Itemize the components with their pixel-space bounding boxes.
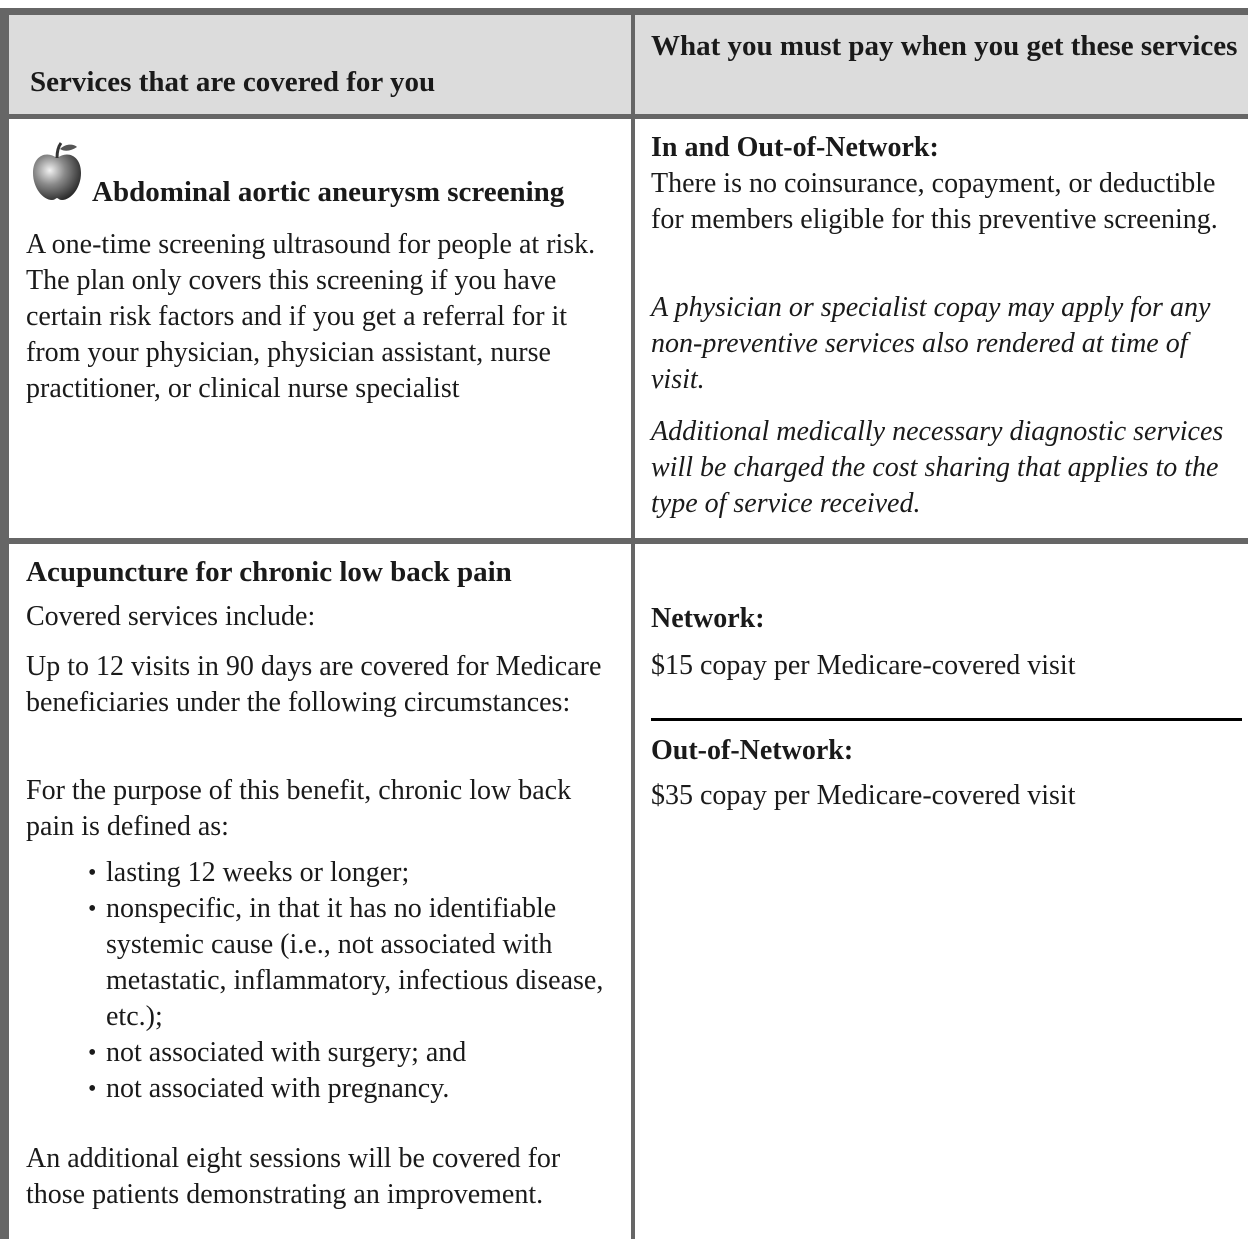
definition-text: For the purpose of this benefit, chronic low back pain is defined as: xyxy=(26,775,572,842)
out-of-network-cost: $35 copay per Medicare-covered visit xyxy=(651,780,1076,811)
list-item: • lasting 12 weeks or longer; xyxy=(88,857,410,888)
row-divider xyxy=(9,538,1248,544)
service-description-aaa: A one-time screening ultrasound for people at risk. The plan only covers this screening if you have certain risk factors and if you get a referral for it from your physician, physician assistant, nurse practitioner, or clinical nurse specialist xyxy=(26,229,596,404)
network-label: Network: xyxy=(651,603,765,634)
criteria-list xyxy=(88,855,628,1107)
cost-label-aaa: In and Out-of-Network: xyxy=(651,132,939,163)
service-title-aaa: Abdominal aortic aneurysm screening xyxy=(92,176,565,208)
network-cost: $15 copay per Medicare-covered visit xyxy=(651,650,1076,681)
list-item: • nonspecific, in that it has no identifiable systemic cause (i.e., not associated with metastatic, inflammatory, infectious disease, etc.); xyxy=(88,893,604,1032)
header-services: Services that are covered for you xyxy=(30,66,436,98)
list-item: • not associated with pregnancy. xyxy=(88,1073,450,1104)
covered-services-intro: Covered services include: xyxy=(26,601,316,632)
cost-note-aaa-2: Additional medically necessary diagnostic services will be charged the cost sharing that applies to the type of service received. xyxy=(651,416,1224,519)
list-item: • not associated with surgery; and xyxy=(88,1037,467,1068)
service-title-acupuncture: Acupuncture for chronic low back pain xyxy=(26,556,512,588)
table-left-border xyxy=(0,8,9,1239)
visits-text: Up to 12 visits in 90 days are covered for Medicare beneficiaries under the following circumstances: xyxy=(26,651,602,718)
cost-note-aaa-1: A physician or specialist copay may apply for any non-preventive services also rendered at time of visit. xyxy=(651,292,1211,395)
header-divider xyxy=(9,114,1248,119)
cost-text-aaa: There is no coinsurance, copayment, or deductible for members eligible for this preventive screening. xyxy=(651,168,1218,235)
network-divider xyxy=(651,718,1242,721)
apple-icon xyxy=(30,140,84,202)
additional-sessions-text: An additional eight sessions will be covered for those patients demonstrating an improvement. xyxy=(26,1143,561,1210)
out-of-network-label: Out-of-Network: xyxy=(651,735,854,766)
header-cost: What you must pay when you get these services xyxy=(651,30,1238,62)
table-top-border xyxy=(0,8,1248,15)
